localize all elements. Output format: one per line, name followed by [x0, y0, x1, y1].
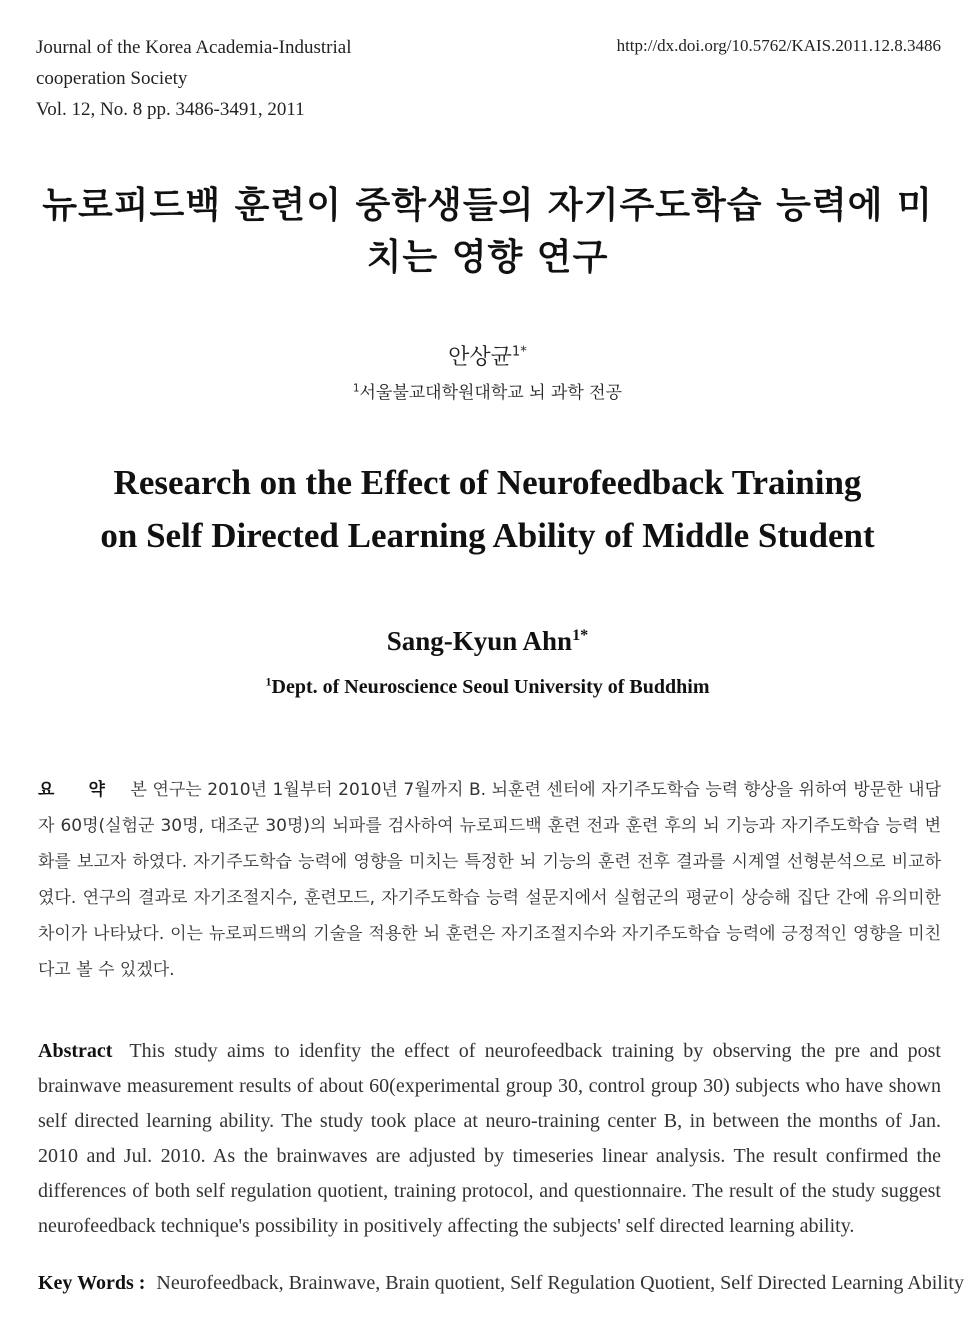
- english-affiliation: [0, 676, 975, 699]
- korean-affiliation-text: 서울불교대학원대학교 뇌 과학 전공: [359, 383, 623, 403]
- english-author: [0, 626, 975, 657]
- journal-volume: Vol. 12, No. 8 pp. 3486-3491, 2011: [36, 99, 305, 120]
- korean-affiliation-sup: 1: [352, 383, 360, 395]
- korean-abstract-label: 요 약: [38, 780, 119, 800]
- keywords-label: Key Words :: [38, 1272, 146, 1294]
- english-author-name: Sang-Kyun Ahn: [386, 626, 573, 656]
- english-affiliation-sup: 1: [265, 674, 272, 689]
- english-title-line1: Research on the Effect of Neurofeedback Training: [113, 463, 862, 502]
- journal-name-line2: cooperation Society: [36, 68, 188, 89]
- english-title-line2: on Self Directed Learning Ability of Middle Student: [100, 516, 875, 555]
- journal-name-line1: Journal of the Korea Academia-Industrial: [36, 37, 352, 58]
- korean-affiliation: [0, 378, 975, 403]
- korean-title: 뉴로피드백 훈련이 중학생들의 자기주도학습 능력에 미치는 영향 연구: [42, 185, 933, 278]
- english-title: [60, 456, 915, 562]
- korean-author-sup: 1*: [511, 344, 527, 360]
- journal-info: [36, 32, 352, 125]
- english-abstract: [38, 1034, 941, 1244]
- korean-abstract-text: 본 연구는 2010년 1월부터 2010년 7월까지 B. 뇌훈련 센터에 자기주도학습 능력 향상을 위하여 방문한 내담자 60명(실험군 30명, 대조군 30명)의 뇌파를 검사하여 뉴로피드백 훈련 전과 훈련 후의 뇌 기능과 자기주도학습 능력 변화를 보고자 하였다. 자기주도학습 능력에 영향을 미치는 특정한 뇌 기능의 훈련 전후 결과를 시계열 선형분석으로 비교하였다. 연구의 결과로 자기조절지수, 훈련모드, 자기주도학습 능력 설문지에서 실험군의 평균이 상승해 집단 간에 유의미한 차이가 나타났다. 이는 뉴로피드백의 기술을 적용한 뇌 훈련은 자기조절지수와 자기주도학습 능력에 긍정적인 영향을 미친다고 볼 수 있겠다.: [38, 780, 942, 980]
- korean-author: [0, 340, 975, 371]
- keywords: [38, 1272, 964, 1295]
- doi-link[interactable]: http://dx.doi.org/10.5762/KAIS.2011.12.8.3486: [616, 36, 941, 55]
- keywords-text: Neurofeedback, Brainwave, Brain quotient, Self Regulation Quotient, Self Directed Learning Ability: [156, 1272, 964, 1294]
- korean-abstract: [38, 772, 941, 988]
- english-abstract-text: This study aims to idenfity the effect of neurofeedback training by observing the pre and post brainwave measurement results of about 60(experimental group 30, control group 30) subjects who have shown self directed learning ability. The study took place at neuro-training center B, in between the months of Jan. 2010 and Jul. 2010. As the brainwaves are adjusted by timeseries linear analysis. The result confirmed the differences of both self regulation quotient, training protocol, and questionnaire. The result of the study suggest neurofeedback technique's possibility in positively affecting the subjects' self directed learning ability.: [38, 1040, 941, 1237]
- english-abstract-label: Abstract: [38, 1040, 113, 1062]
- korean-author-name: 안상균: [448, 345, 512, 370]
- english-author-sup: 1*: [572, 626, 589, 644]
- english-affiliation-text: Dept. of Neuroscience Seoul University of Buddhim: [271, 676, 710, 698]
